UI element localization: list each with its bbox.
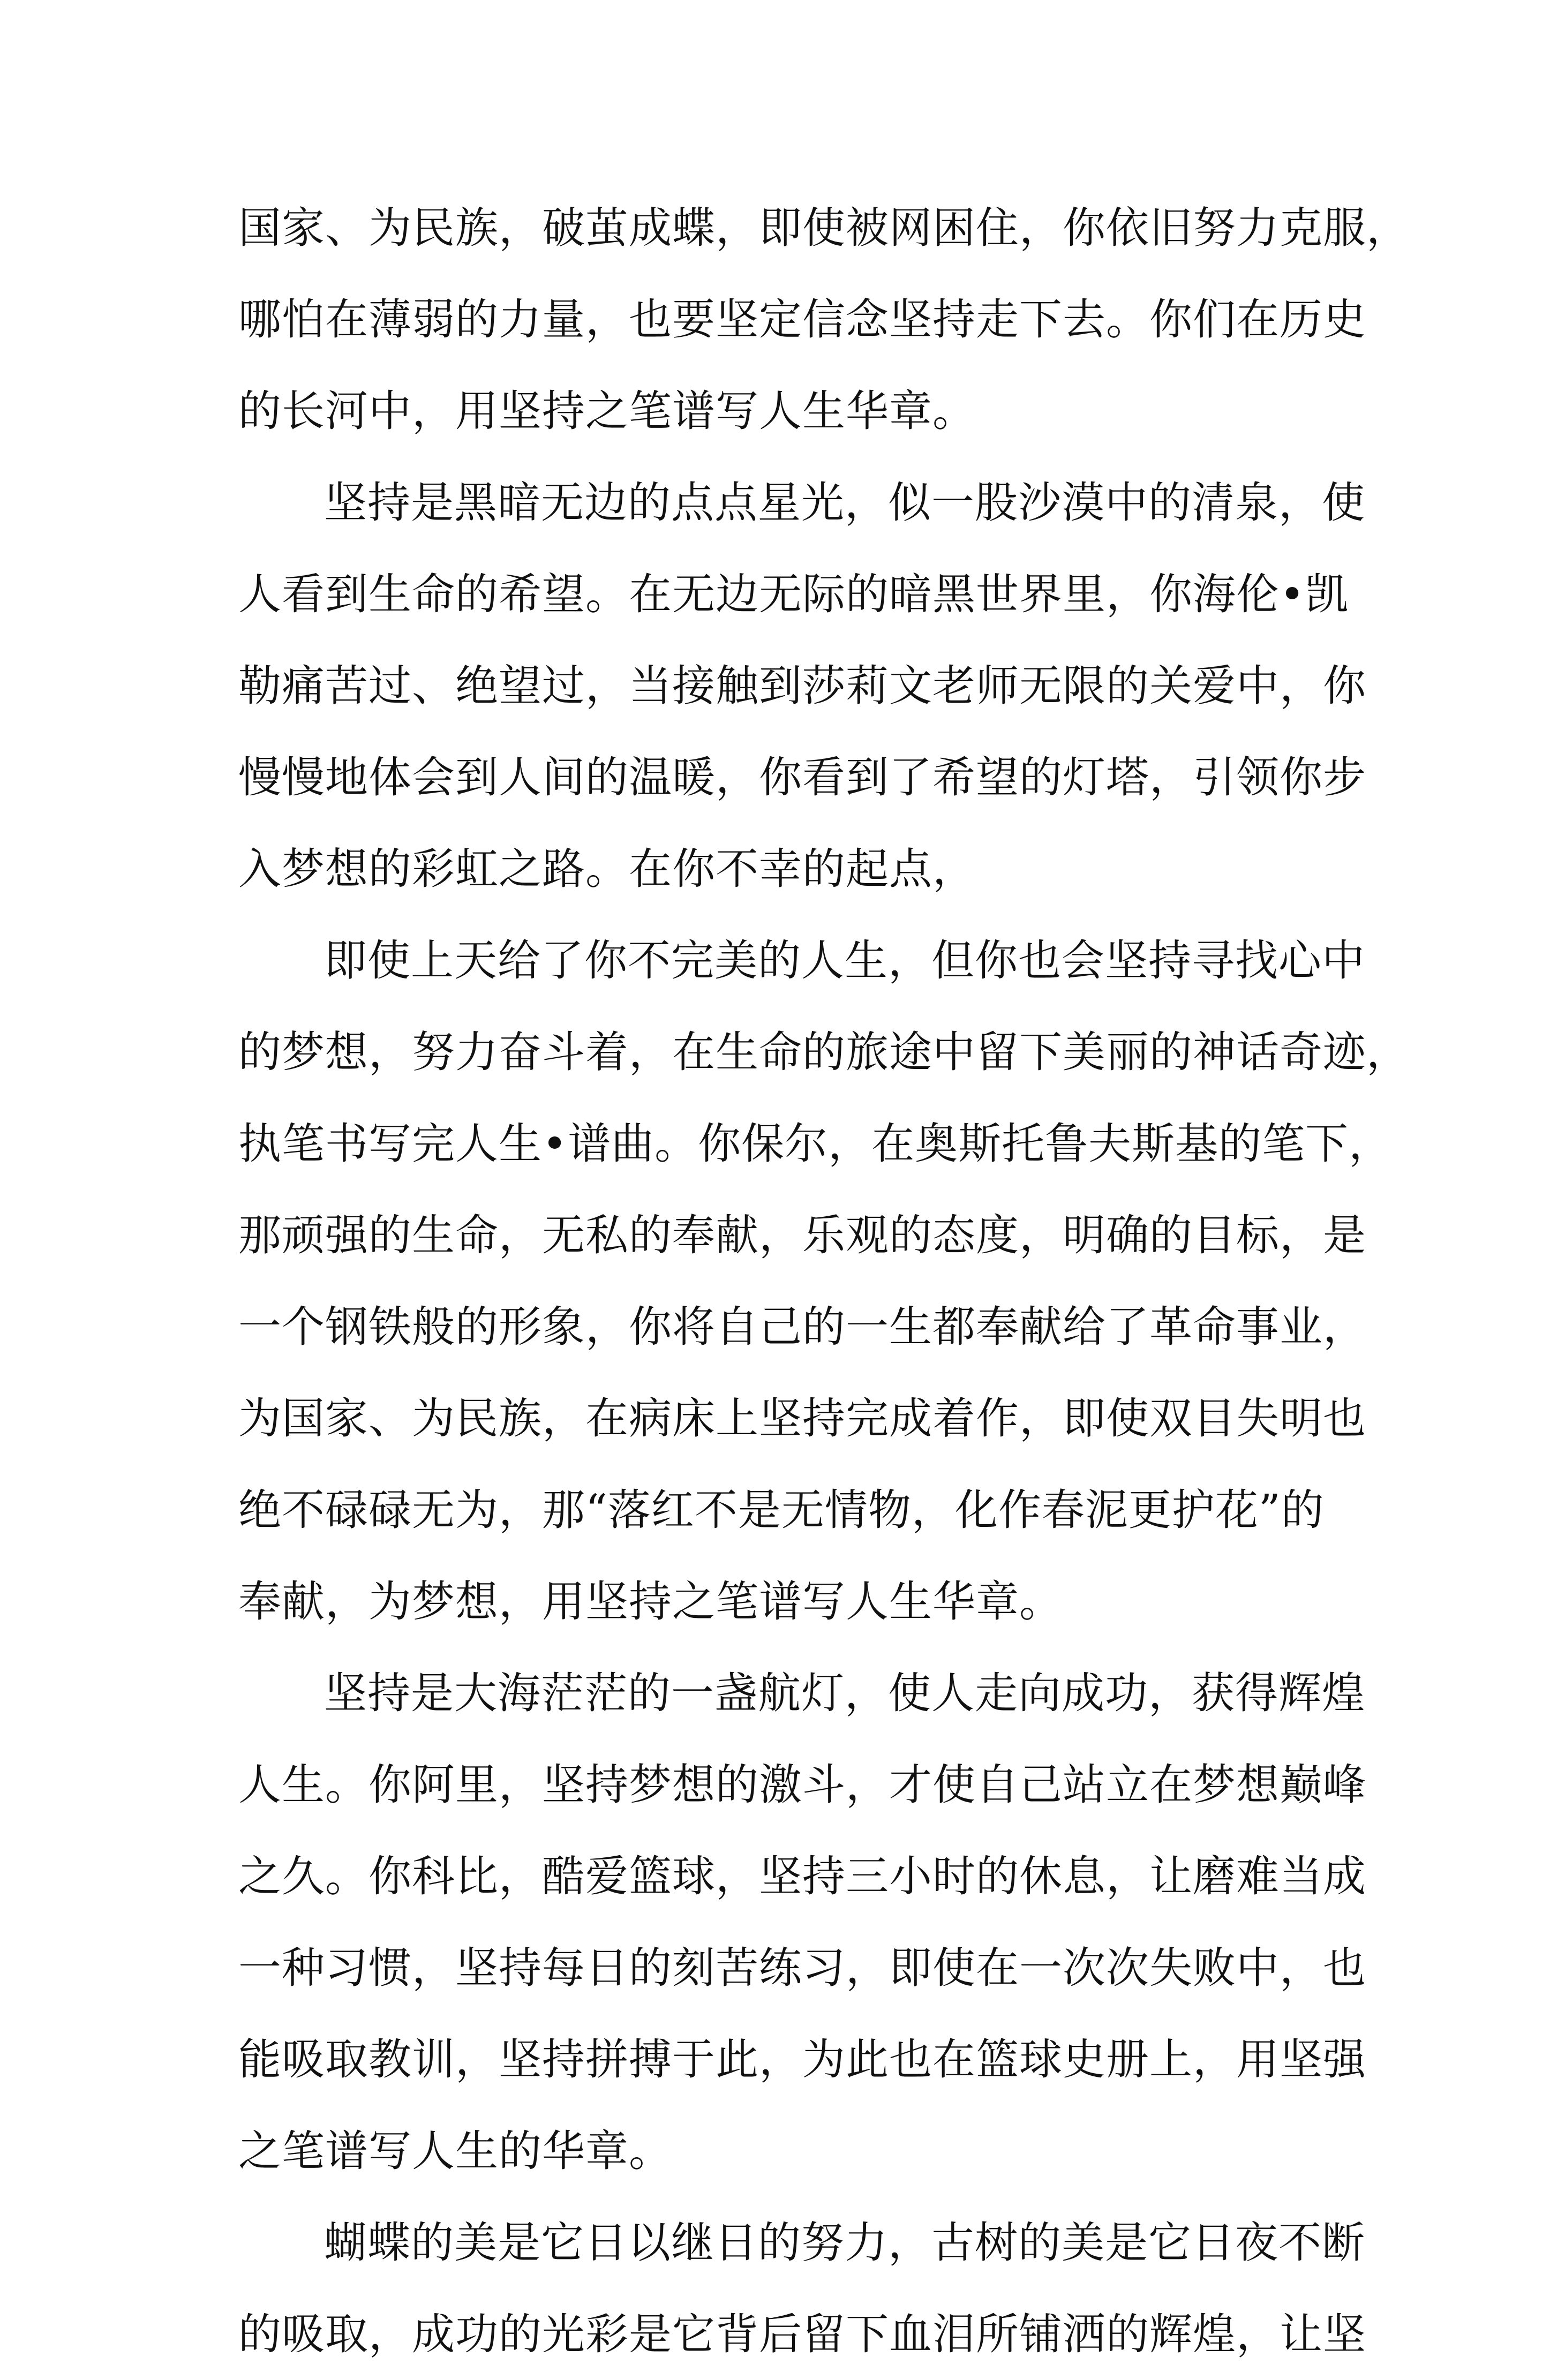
text-line: 的吸取，成功的光彩是它背后留下血泪所铺洒的辉煌，让坚 [238, 2309, 1366, 2359]
paragraph-start-line: 坚持是大海茫茫的一盏航灯，使人走向成功，获得辉煌 [324, 1668, 1365, 1718]
essay-body [238, 182, 1410, 2380]
text-line: 执笔书写完人生•谱曲。你保尔，在奥斯托鲁夫斯基的笔下， [238, 1119, 1393, 1169]
text-line: 一种习惯，坚持每日的刻苦练习，即使在一次次失败中，也 [238, 1943, 1366, 1993]
text-line: 入梦想的彩虹之路。在你不幸的起点， [238, 844, 976, 894]
text-line: 慢慢地体会到人间的温暖，你看到了希望的灯塔，引领你步 [238, 752, 1366, 802]
text-line: 哪怕在薄弱的力量，也要坚定信念坚持走下去。你们在历史 [238, 295, 1366, 344]
paragraph-start-line: 蝴蝶的美是它日以继日的努力，古树的美是它日夜不断 [324, 2218, 1365, 2268]
text-line: 为国家、为民族，在病床上坚持完成着作，即使双目失明也 [238, 1394, 1366, 1443]
text-line: 国家、为民族，破茧成蝶，即使被网困住，你依旧努力克服， [238, 203, 1410, 253]
text-line: 之笔谱写人生的华章。 [238, 2126, 672, 2176]
text-line: 人生。你阿里，坚持梦想的激斗，才使自己站立在梦想巅峰 [238, 1760, 1366, 1810]
text-line: 绝不碌碌无为，那“落红不是无情物，化作春泥更护花”的 [238, 1485, 1325, 1535]
text-line: 能吸取教训，坚持拼搏于此，为此也在篮球史册上，用坚强 [238, 2035, 1366, 2084]
text-line: 的长河中，用坚持之笔谱写人生华章。 [238, 386, 976, 436]
paragraph-start-line: 即使上天给了你不完美的人生，但你也会坚持寻找心中 [324, 936, 1365, 985]
text-line: 人看到生命的希望。在无边无际的暗黑世界里，你海伦•凯 [238, 569, 1349, 619]
text-line: 之久。你科比，酷爱篮球，坚持三小时的休息，让磨难当成 [238, 1851, 1366, 1901]
text-line: 勒痛苦过、绝望过，当接触到莎莉文老师无限的关爱中，你 [238, 661, 1366, 711]
text-line: 奉献，为梦想，用坚持之笔谱写人生华章。 [238, 1577, 1063, 1626]
paragraph-start-line: 坚持是黑暗无边的点点星光，似一股沙漠中的清泉，使 [324, 478, 1365, 528]
text-line: 一个钢铁般的形象，你将自己的一生都奉献给了革命事业， [238, 1302, 1366, 1352]
text-line: 的梦想，努力奋斗着，在生命的旅途中留下美丽的神话奇迹， [238, 1027, 1410, 1077]
text-line: 那顽强的生命，无私的奉献，乐观的态度，明确的目标，是 [238, 1210, 1366, 1260]
